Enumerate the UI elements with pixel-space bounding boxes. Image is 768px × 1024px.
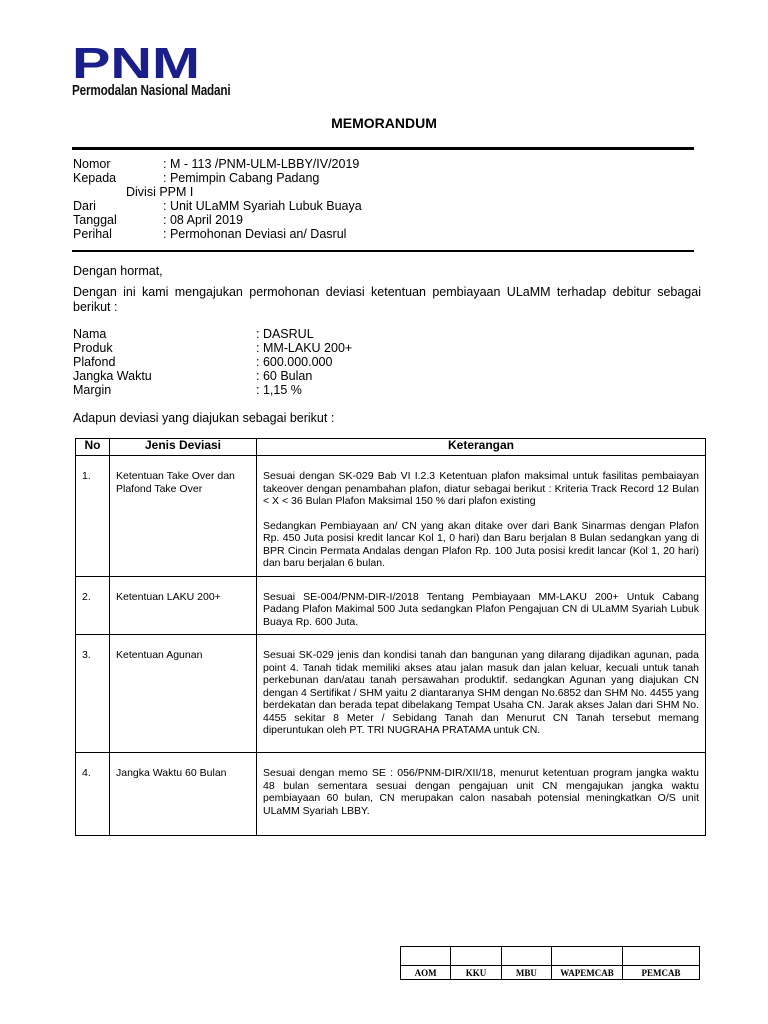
row-jenis: Ketentuan LAKU 200+ xyxy=(110,576,257,635)
logo-brand-text: PNM xyxy=(72,42,200,82)
keterangan-paragraph: Sesuai SK-029 jenis dan kondisi tanah dan bangunan yang dilarang dijadikan agunan, pada point 4. Tanah tidak memiliki akses atau jalan masuk dan jalan keluar, kecuali untuk tanah perkebunan dan/atau tanah persawahan produktif. sedangkan Agunan yang diajukan CN dengan 4 Sertifikat / SHM yaitu 2 diantaranya SHM dengan No.6852 dan SHM No. 4455 yang berdekatan dan berada tepat dibelakang Tempat Usaha CN. Jarak akses Jalan dari SHM No. 4455 sekitar 8 Meter / Sebidang Tanah dan Menurut CN Tanah tersebut memang diperuntukan oleh PT. TRI NUGRAHA PRATAMA untuk CN. xyxy=(263,649,700,736)
document-title: MEMORANDUM xyxy=(331,115,437,131)
table-row xyxy=(76,576,706,635)
row-number: 2. xyxy=(76,576,110,635)
pnm-logo-mark-icon xyxy=(72,42,204,82)
keterangan-paragraph: Sesuai SE-004/PNM-DIR-I/2018 Tentang Pembiayaan MM-LAKU 200+ Untuk Cabang Padang Plafon Makimal 500 Juta sedangkan Plafon Pengajuan CN di ULaMM Syariah Lubuk Buaya Rp. 600 Juta. xyxy=(263,590,699,628)
meta-label: Nomor xyxy=(73,157,111,171)
debtor-produk xyxy=(73,341,353,355)
header-jenis-deviasi: Jenis Deviasi xyxy=(110,439,257,456)
row-keterangan xyxy=(257,635,706,753)
signoff-label-aom: AOM xyxy=(401,966,451,980)
debtor-nama xyxy=(73,327,314,341)
row-keterangan xyxy=(257,456,706,577)
keterangan-paragraph: Sesuai dengan memo SE : 056/PNM-DIR/XII/18, menurut ketentuan program jangka waktu 48 bulan sementara sesuai dengan pengajuan unit CN mengajukan jangka waktu pembiayaan 60 bulan, CN merupakan calon nasabah potensial meningkatkan O/S unit ULaMM Syariah LBBY. xyxy=(263,767,699,817)
meta-value: : Permohonan Deviasi an/ Dasrul xyxy=(163,227,347,241)
signoff-label-kku: KKU xyxy=(451,966,501,980)
debtor-label: Produk xyxy=(73,341,113,355)
signature-cell xyxy=(623,947,700,966)
debtor-label: Jangka Waktu xyxy=(73,369,152,383)
debtor-label: Margin xyxy=(73,383,112,397)
signoff-label-pemcab: PEMCAB xyxy=(623,966,700,980)
debtor-label: Nama xyxy=(73,327,107,341)
pnm-logo xyxy=(72,42,231,99)
debtor-margin xyxy=(73,383,302,397)
signoff-signature-row xyxy=(401,947,700,966)
meta-value: : Unit ULaMM Syariah Lubuk Buaya xyxy=(163,199,362,213)
meta-label: Tanggal xyxy=(73,213,117,227)
header-no: No xyxy=(76,439,110,456)
table-row xyxy=(76,635,706,753)
logo-subtitle: Permodalan Nasional Madani xyxy=(72,82,231,99)
row-number: 1. xyxy=(76,456,110,577)
greeting: Dengan hormat, xyxy=(73,264,163,278)
signoff-table xyxy=(400,946,700,980)
debtor-value: : DASRUL xyxy=(256,327,314,341)
signoff-label-wapemcab: WAPEMCAB xyxy=(552,966,623,980)
row-keterangan xyxy=(257,753,706,836)
table-header-row xyxy=(76,439,706,456)
signature-cell xyxy=(451,947,501,966)
row-number: 3. xyxy=(76,635,110,753)
deviation-intro: Adapun deviasi yang diajukan sebagai berikut : xyxy=(73,411,335,425)
meta-value: Divisi PPM I xyxy=(126,185,194,199)
meta-value: : M - 113 /PNM-ULM-LBBY/IV/2019 xyxy=(163,157,360,171)
header-divider xyxy=(72,147,694,150)
keterangan-paragraph: Sesuai dengan SK-029 Bab VI I.2.3 Ketentuan plafon maksimal untuk fasilitas pembaiayan takeover dengan penambahan plafon, diatur sebagai berikut : Kriteria Track Record 12 Bulan < X < 36 Bulan Plafon Maksimal 150 % dari plafon existing xyxy=(263,470,699,507)
debtor-value: : 600.000.000 xyxy=(256,355,333,369)
header-keterangan: Keterangan xyxy=(257,439,706,456)
meta-label: Kepada xyxy=(73,171,117,185)
row-number: 4. xyxy=(76,753,110,836)
meta-label: Dari xyxy=(73,199,96,213)
meta-value: : 08 April 2019 xyxy=(163,213,243,227)
deviation-table xyxy=(75,438,706,836)
meta-value: : Pemimpin Cabang Padang xyxy=(163,171,320,185)
signature-cell xyxy=(501,947,551,966)
keterangan-paragraph: Sedangkan Pembiayaan an/ CN yang akan ditake over dari Bank Sinarmas dengan Plafon Rp. 450 Juta posisi kredit lancar Kol 1, 0 hari) dan Baru berjalan 8 Bulan sedangkan yang di BPR Cincin Permata Andalas dengan Plafon Rp. 100 Juta posisi kredit lancar (Kol 1, 20 hari) dan baru berjalan 6 bulan. xyxy=(263,519,699,569)
row-jenis: Ketentuan Agunan xyxy=(110,635,257,753)
signoff-label-row xyxy=(401,966,700,980)
row-jenis: Ketentuan Take Over dan Plafond Take Over xyxy=(110,456,257,577)
meta-divider xyxy=(72,250,694,252)
table-row xyxy=(76,456,706,577)
meta-label: Perihal xyxy=(73,227,112,241)
debtor-value: : 1,15 % xyxy=(256,383,302,397)
debtor-value: : MM-LAKU 200+ xyxy=(256,341,353,355)
signature-cell xyxy=(401,947,451,966)
signature-cell xyxy=(552,947,623,966)
signoff-label-mbu: MBU xyxy=(501,966,551,980)
intro-paragraph: Dengan ini kami mengajukan permohonan deviasi ketentuan pembiayaan ULaMM terhadap debitur sebagai berikut : xyxy=(73,285,701,314)
table-row xyxy=(76,753,706,836)
debtor-label: Plafond xyxy=(73,355,116,369)
row-keterangan xyxy=(257,576,706,635)
debtor-plafond xyxy=(73,355,333,369)
row-jenis: Jangka Waktu 60 Bulan xyxy=(110,753,257,836)
debtor-value: : 60 Bulan xyxy=(256,369,313,383)
debtor-jangka-waktu xyxy=(73,369,313,383)
